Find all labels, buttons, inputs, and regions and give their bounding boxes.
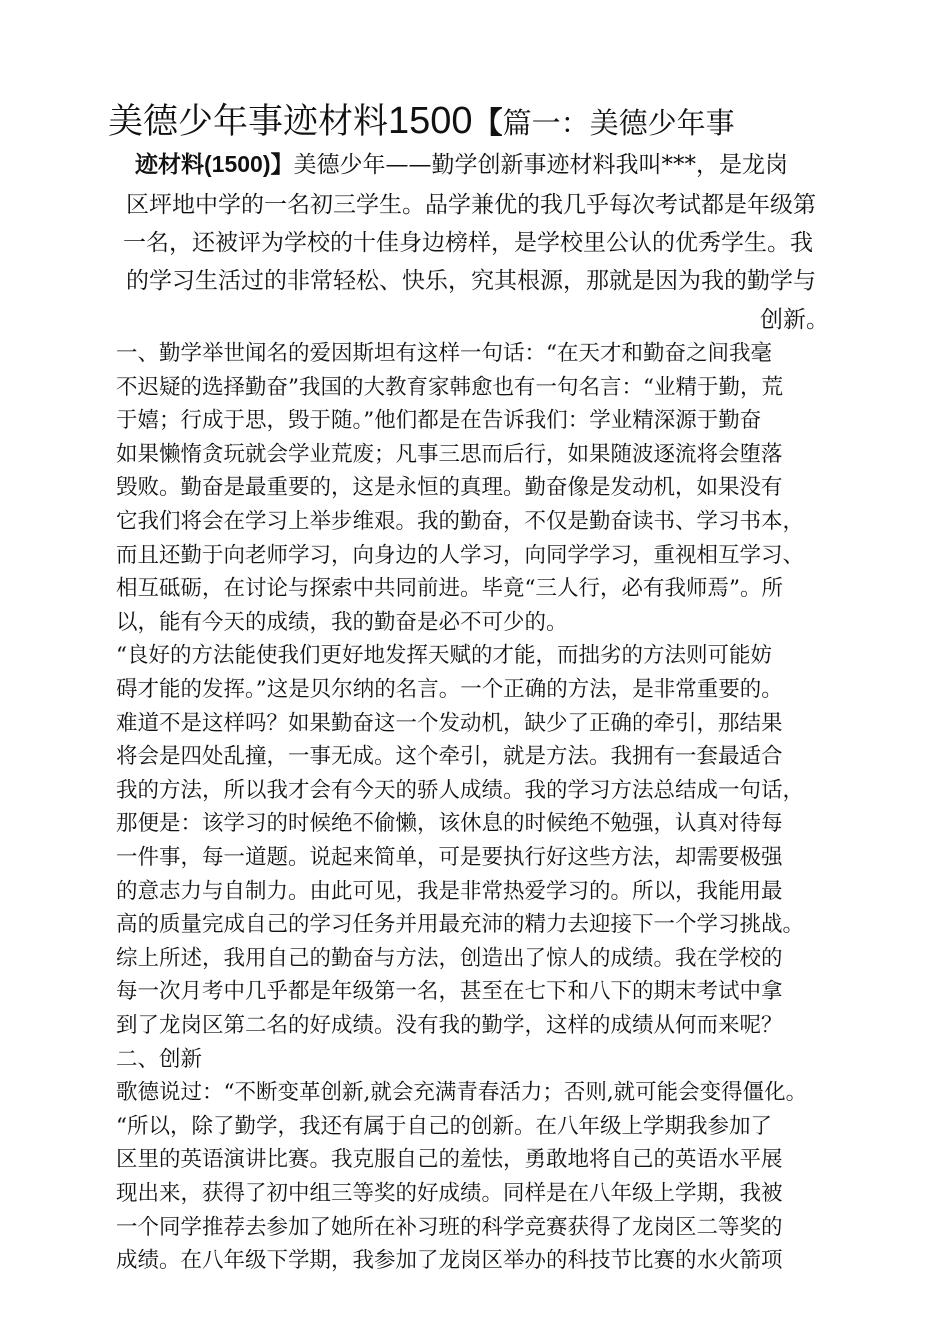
title-bracket: 【 (472, 106, 503, 141)
body-line: 区里的英语演讲比赛。我克服自己的羞怯，勇敢地将自己的英语水平展 (116, 1147, 783, 1173)
body-line: 以，能有今天的成绩，我的勤奋是必不可少的。 (116, 609, 568, 635)
body-line: 的意志力与自制力。由此可见，我是非常热爱学习的。所以，我能用最 (116, 878, 783, 904)
intro-line-3: 一名，还被评为学校的十佳身边榜样，是学校里公认的优秀学生。我 (123, 230, 813, 256)
body-line: 一件事，每一道题。说起来简单，可是要执行好这些方法，却需要极强 (116, 845, 783, 870)
body-line: 综上所述，我用自己的勤奋与方法，创造出了惊人的成绩。我在学校的 (116, 945, 783, 971)
body-line: 那便是：该学习的时候绝不偷懒，该休息的时候绝不勉强，认真对待每 (116, 811, 783, 837)
body-line: 不迟疑的选择勤奋”我国的大教育家韩愈也有一句名言：“业精于勤，荒 (116, 374, 783, 400)
body-line: 二、创新 (116, 1046, 203, 1072)
document-title (108, 102, 735, 140)
title-number: 1500 (388, 100, 473, 142)
body-line: 难道不是这样吗？如果勤奋这一个发动机，缺少了正确的牵引，那结果 (116, 710, 783, 736)
intro-text: 美德少年——勤学创新事迹材料我叫***，是龙岗 (293, 152, 788, 178)
body-line: 它我们将会在学习上举步维艰。我的勤奋，不仅是勤奋读书、学习书本， (116, 509, 805, 534)
body-line: 如果懒惰贪玩就会学业荒废；凡事三思而后行，如果随波逐流将会堕落 (116, 441, 783, 467)
body-line: 现出来，获得了初中组三等奖的好成绩。同样是在八年级上学期，我被 (116, 1181, 783, 1206)
title-subtitle: 篇一：美德少年事 (502, 106, 735, 140)
body-line: “所以，除了勤学，我还有属于自己的创新。在八年级上学期我参加了 (116, 1113, 772, 1139)
intro-line-1 (135, 153, 788, 177)
body-line: 将会是四处乱撞，一事无成。这个牵引，就是方法。我拥有一套最适合 (116, 744, 783, 770)
body-line: 而且还勤于向老师学习，向身边的人学习，向同学学习，重视相互学习、 (116, 542, 805, 568)
body-line: 高的质量完成自己的学习任务并用最充沛的精力去迎接下一个学习挑战。 (116, 912, 805, 938)
body-line: “良好的方法能使我们更好地发挥天赋的才能，而拙劣的方法则可能妨 (116, 643, 772, 669)
intro-heading: 迹材料(1500)】 (135, 151, 294, 177)
body-line: 我的方法，所以我才会有今天的骄人成绩。我的学习方法总结成一句话， (116, 777, 805, 803)
body-line: 到了龙岗区第二名的好成绩。没有我的勤学，这样的成绩从何而来呢？ (116, 1013, 783, 1038)
body-line: 相互砥砺，在讨论与探索中共同前进。毕竟“三人行，必有我师焉”。所 (116, 576, 783, 602)
title-main: 美德少年事迹材料 (108, 102, 389, 142)
intro-line-4: 的学习生活过的非常轻松、快乐，究其根源，那就是因为我的勤学与 (126, 268, 816, 294)
body-line: 每一次月考中几乎都是年级第一名，甚至在七下和八下的期末考试中拿 (116, 979, 783, 1005)
body-line: 一、勤学举世闻名的爱因斯坦有这样一句话：“在天才和勤奋之间我毫 (116, 341, 772, 366)
body-line: 于嬉；行成于思，毁于随。”他们都是在告诉我们：学业精深源于勤奋 (116, 408, 762, 434)
intro-line-2: 区坪地中学的一名初三学生。品学兼优的我几乎每次考试都是年级第 (126, 192, 816, 218)
body-line: 毁败。勤奋是最重要的，这是永恒的真理。勤奋像是发动机，如果没有 (116, 475, 783, 501)
body-line: 碍才能的发挥。”这是贝尔纳的名言。一个正确的方法，是非常重要的。 (116, 677, 783, 702)
body-line: 歌德说过：“不断变革创新,就会充满青春活力；否则,就可能会变得僵化。 (116, 1080, 808, 1106)
body-line: 成绩。在八年级下学期，我参加了龙岗区举办的科技节比赛的水火箭项 (116, 1248, 783, 1274)
intro-line-5: 创新。 (760, 307, 829, 333)
body-line: 一个同学推荐去参加了她所在补习班的科学竞赛获得了龙岗区二等奖的 (116, 1214, 783, 1240)
